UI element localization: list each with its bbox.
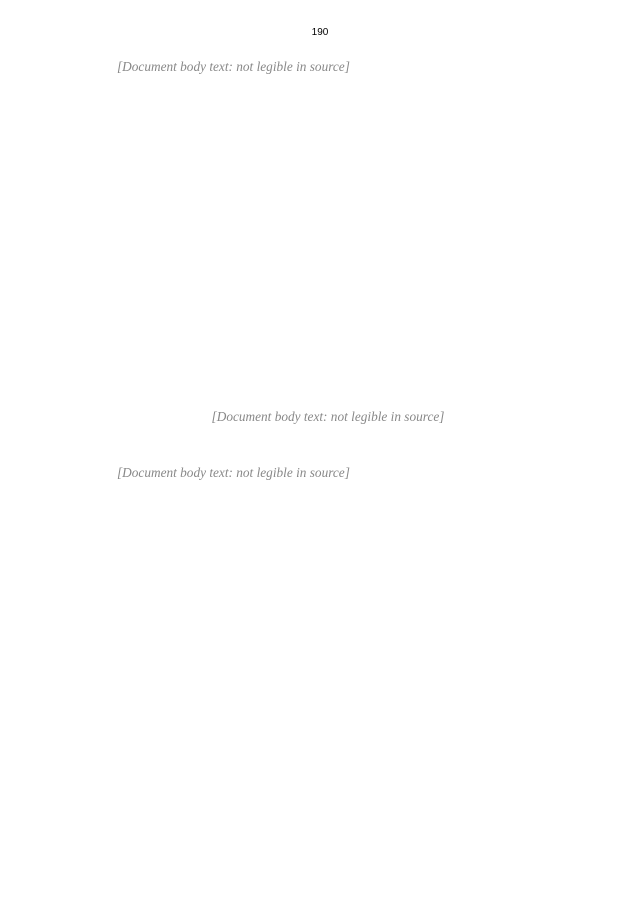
heading-placeholder: [Document body text: not legible in source] (211, 409, 445, 424)
page-number: 190 (311, 27, 329, 38)
document-body (85, 58, 571, 482)
paragraph-placeholder (85, 58, 571, 76)
text-placeholder: [Document body text: not legible in source] (117, 465, 350, 480)
section-heading (85, 408, 571, 426)
section-heading-block (85, 408, 571, 446)
paragraph-placeholder (85, 464, 571, 482)
text-placeholder: [Document body text: not legible in source] (117, 59, 350, 74)
document-text-block-2 (85, 464, 571, 482)
document-text-block-1 (85, 58, 571, 388)
